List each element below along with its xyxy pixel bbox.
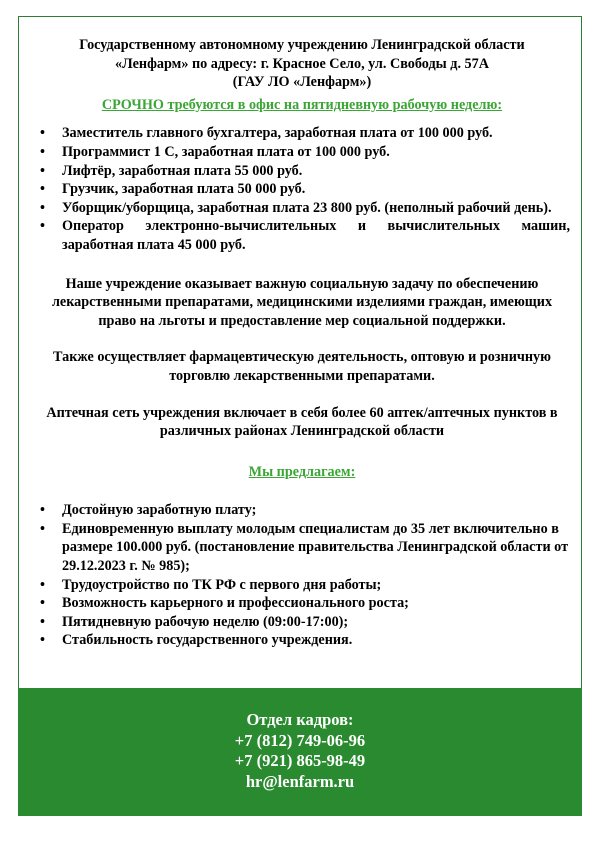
list-item: • Заместитель главного бухгалтера, заработная плата от 100 000 руб.	[34, 124, 570, 143]
list-item: • Единовременную выплату молодым специалистам до 35 лет включительно в размере 100.000 руб. (постановление правительства Ленинградской области от 29.12.2023 г. № 985);	[34, 520, 570, 576]
document-body	[34, 36, 570, 650]
header-line-3: (ГАУ ЛО «Ленфарм»)	[232, 74, 372, 91]
list-item: • Пятидневную рабочую неделю (09:00-17:00);	[34, 613, 570, 632]
header-line-1: Государственному автономному учреждению Ленинградской области	[79, 37, 525, 53]
list-item: • Лифтёр, заработная плата 55 000 руб.	[34, 162, 570, 181]
offer-title: Мы предлагаем:	[248, 463, 356, 480]
paragraph-activity: Также осуществляет фармацевтическую деятельность, оптовую и розничную торговлю лекарственными препаратами.	[53, 349, 551, 384]
contacts-footer	[18, 688, 582, 816]
phone-1[interactable]: +7 (812) 749-06-96	[234, 730, 366, 750]
contacts-title: Отдел кадров:	[246, 710, 354, 729]
list-item: • Достойную заработную плату;	[34, 501, 570, 520]
phone-2[interactable]: +7 (921) 865-98-49	[234, 751, 366, 770]
list-item: • Грузчик, заработная плата 50 000 руб.	[34, 180, 570, 199]
header-line-2: «Ленфарм» по адресу: г. Красное Село, ул. Свободы д. 57А	[115, 55, 489, 72]
list-item: • Оператор электронно-вычислительных и вычислительных машин, заработная плата 45 000 руб.	[34, 217, 570, 254]
list-item: • Трудоустройство по ТК РФ с первого дня работы;	[34, 576, 570, 595]
list-item: • Возможность карьерного и профессионального роста;	[34, 594, 570, 613]
paragraph-mission: Наше учреждение оказывает важную социальную задачу по обеспечению лекарственными препаратами, медицинскими изделиями граждан, имеющих право на льготы и предоставление мер социальной поддержки.	[51, 275, 553, 329]
offer-list	[34, 501, 570, 650]
paragraph-network: Аптечная сеть учреждения включает в себя более 60 аптек/аптечных пунктов в различных районах Ленинградской области	[46, 404, 558, 440]
email-link[interactable]: hr@lenfarm.ru	[245, 771, 355, 791]
vacancy-list	[34, 124, 570, 254]
urgent-title: СРОЧНО требуются в офис на пятидневную рабочую неделю:	[101, 96, 503, 113]
organization-header	[34, 36, 570, 92]
list-item: • Стабильность государственного учреждения.	[34, 631, 570, 650]
list-item: • Уборщик/уборщица, заработная плата 23 800 руб. (неполный рабочий день).	[34, 199, 570, 218]
list-item: • Программист 1 С, заработная плата от 100 000 руб.	[34, 143, 570, 162]
